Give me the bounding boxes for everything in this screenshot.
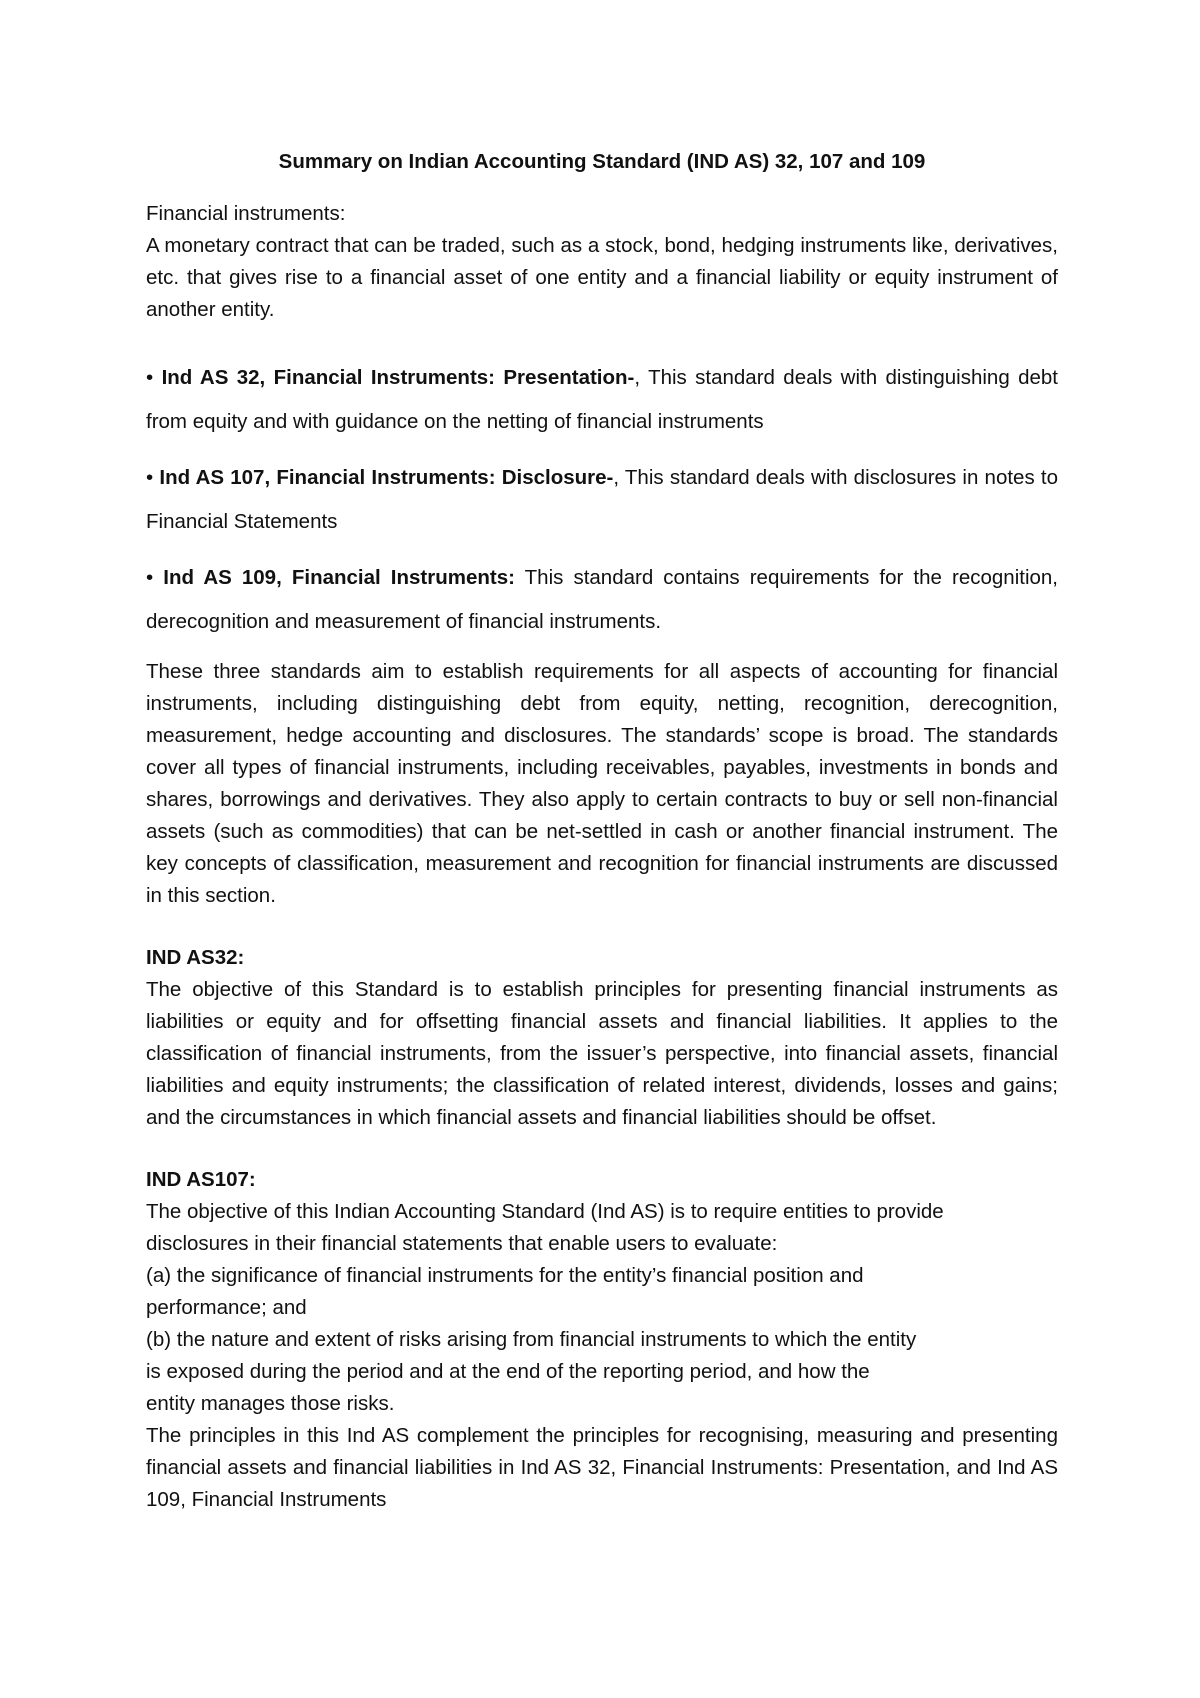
as107-heading: IND AS107: <box>146 1168 256 1191</box>
bullet-text: , This standard deals with distinguishing debt from equity and with guidance on the netting of financial instruments <box>146 366 1058 433</box>
bullet-text: This standard contains requirements for the recognition, derecognition and measurement of financial instruments. <box>146 566 1058 633</box>
bullet-ind-as-32 <box>146 356 1058 444</box>
overview-paragraph: These three standards aim to establish requirements for all aspects of accounting for financial instruments, including distinguishing debt from equity, netting, recognition, derecognition, measurement, hedge accounting and disclosures. The standards’ scope is broad. The standards cover all types of financial instruments, including receivables, payables, investments in bonds and shares, borrowings and derivatives. They also apply to certain contracts to buy or sell non-financial assets (such as commodities) that can be net-settled in cash or another financial instrument. The key concepts of classification, measurement and recognition for financial instruments are discussed in this section. <box>146 660 1058 907</box>
as32-heading: IND AS32: <box>146 946 245 969</box>
as107-line: The objective of this Indian Accounting Standard (Ind AS) is to require entities to provide <box>146 1200 944 1223</box>
bullet-title: Ind AS 109, Financial Instruments: <box>163 566 515 589</box>
intro-heading: Financial instruments: <box>146 202 346 225</box>
bullet-title: Ind AS 107, Financial Instruments: Disclosure- <box>159 466 614 489</box>
bullet-marker: • <box>146 366 154 389</box>
spacer <box>146 1134 1058 1164</box>
bullet-ind-as-109 <box>146 556 1058 644</box>
as107-line: (b) the nature and extent of risks arising from financial instruments to which the entity <box>146 1328 917 1351</box>
document-title: Summary on Indian Accounting Standard (IND AS) 32, 107 and 109 <box>278 150 926 173</box>
as107-line: (a) the significance of financial instruments for the entity’s financial position and <box>146 1264 864 1287</box>
as32-text: The objective of this Standard is to establish principles for presenting financial instruments as liabilities or equity and for offsetting financial assets and financial liabilities. It applies to the classification of financial instruments, from the issuer’s perspective, into financial assets, financial liabilities and equity instruments; the classification of related interest, dividends, losses and gains; and the circumstances in which financial assets and financial liabilities should be offset. <box>146 978 1058 1129</box>
as107-line: performance; and <box>146 1296 307 1319</box>
bullet-text: , This standard deals with disclosures in notes to Financial Statements <box>146 466 1058 533</box>
as107-closing: The principles in this Ind AS complement the principles for recognising, measuring and presenting financial assets and financial liabilities in Ind AS 32, Financial Instruments: Presentation, and Ind AS 109, Financial Instruments <box>146 1424 1058 1511</box>
as107-line: disclosures in their financial statements that enable users to evaluate: <box>146 1232 778 1255</box>
intro-text: A monetary contract that can be traded, such as a stock, bond, hedging instruments like, derivatives, etc. that gives rise to a financial asset of one entity and a financial liability or equity instrument of another entity. <box>146 234 1058 321</box>
bullet-marker: • <box>146 566 154 589</box>
spacer <box>146 912 1058 942</box>
as107-line: is exposed during the period and at the end of the reporting period, and how the <box>146 1360 870 1383</box>
bullet-marker: • <box>146 466 154 489</box>
bullet-title: Ind AS 32, Financial Instruments: Presentation- <box>161 366 635 389</box>
spacer <box>146 326 1058 356</box>
bullet-ind-as-107 <box>146 456 1058 544</box>
as107-line: entity manages those risks. <box>146 1392 395 1415</box>
document-body <box>146 146 1058 1516</box>
